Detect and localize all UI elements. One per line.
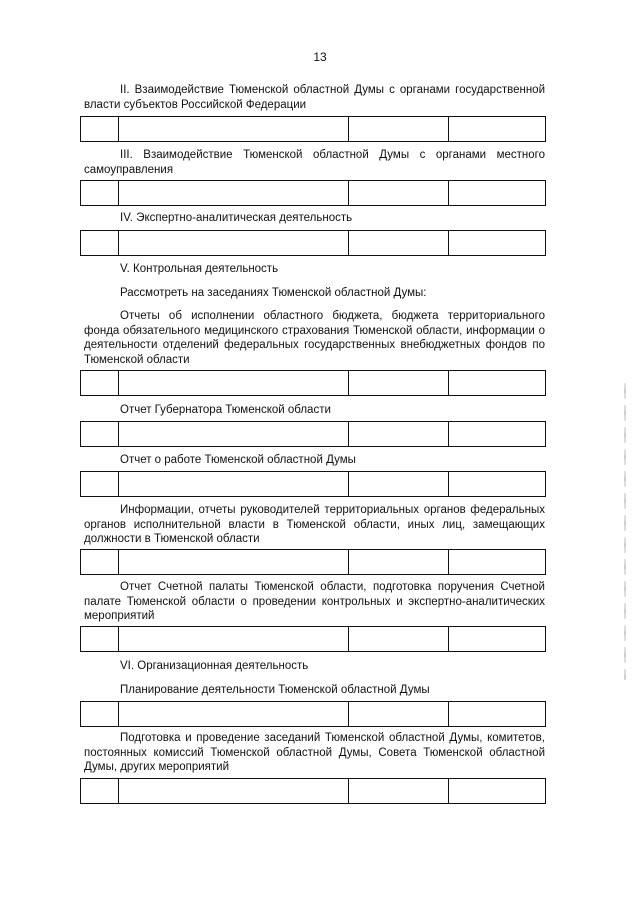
table-cell	[449, 702, 545, 726]
section-heading-vi: VI. Организационная деятельность	[120, 660, 309, 672]
section-heading-iv: IV. Экспертно-аналитическая деятельность	[120, 212, 353, 224]
table-cell	[119, 181, 349, 205]
item-duma-report: Отчет о работе Тюменской областной Думы	[120, 454, 356, 466]
empty-table-row	[80, 471, 546, 497]
table-cell	[81, 422, 119, 446]
section-heading-iii: III. Взаимодействие Тюменской областной Думы с органами местного самоуправления	[84, 149, 545, 176]
table-cell	[349, 472, 449, 496]
item-planning: Планирование деятельности Тюменской областной Думы	[120, 684, 430, 696]
empty-table-row	[80, 778, 546, 804]
table-cell	[449, 627, 545, 651]
empty-table-row	[80, 549, 546, 575]
section-heading-ii: II. Взаимодействие Тюменской областной Думы с органами государственной власти субъектов Российской Федерации	[84, 84, 545, 111]
intro-paragraph: Рассмотреть на заседаниях Тюменской областной Думы:	[120, 287, 427, 299]
table-cell	[119, 231, 349, 255]
empty-table-row	[80, 370, 546, 396]
table-cell	[449, 231, 545, 255]
table-cell	[119, 422, 349, 446]
empty-table-row	[80, 116, 546, 142]
table-cell	[119, 779, 349, 803]
item-meetings: Подготовка и проведение заседаний Тюменской областной Думы, комитетов, постоянных комиссий Тюменской областной Думы, Совета Тюменской областной Думы, других мероприятий	[84, 732, 545, 773]
empty-table-row	[80, 421, 546, 447]
table-cell	[349, 371, 449, 395]
table-cell	[349, 627, 449, 651]
table-cell	[81, 627, 119, 651]
table-cell	[449, 550, 545, 574]
table-cell	[449, 422, 545, 446]
scan-margin-marks	[624, 380, 626, 680]
table-cell	[349, 231, 449, 255]
table-cell	[449, 371, 545, 395]
table-cell	[119, 627, 349, 651]
table-cell	[81, 472, 119, 496]
table-cell	[81, 117, 119, 141]
empty-table-row	[80, 626, 546, 652]
table-cell	[449, 779, 545, 803]
table-cell	[449, 181, 545, 205]
table-cell	[449, 472, 545, 496]
table-cell	[449, 117, 545, 141]
table-cell	[349, 181, 449, 205]
table-cell	[119, 550, 349, 574]
item-federal-bodies-reports: Информации, отчеты руководителей территориальных органов федеральных органов исполнительной власти в Тюменской области, иных лиц, замещающих должности в Тюменской области	[84, 504, 545, 545]
empty-table-row	[80, 180, 546, 206]
table-cell	[81, 779, 119, 803]
table-cell	[349, 117, 449, 141]
item-governor-report: Отчет Губернатора Тюменской области	[120, 404, 331, 416]
empty-table-row	[80, 701, 546, 727]
table-cell	[349, 422, 449, 446]
table-cell	[81, 702, 119, 726]
table-cell	[81, 231, 119, 255]
section-heading-v: V. Контрольная деятельность	[120, 263, 279, 275]
table-cell	[349, 702, 449, 726]
table-cell	[81, 181, 119, 205]
table-cell	[119, 117, 349, 141]
item-accounts-chamber: Отчет Счетной палаты Тюменской области, подготовка поручения Счетной палате Тюменской области о проведении контрольных и экспертно-аналитических мероприятий	[84, 581, 545, 622]
page-number: 13	[313, 50, 327, 64]
table-cell	[81, 371, 119, 395]
table-cell	[119, 702, 349, 726]
empty-table-row	[80, 230, 546, 256]
item-budget-reports: Отчеты об исполнении областного бюджета, бюджета территориального фонда обязательного медицинского страхования Тюменской области, информации о деятельности отделений федеральных государственных внебюджетных фондов по Тюменской области	[84, 310, 545, 366]
table-cell	[349, 550, 449, 574]
table-cell	[81, 550, 119, 574]
table-cell	[119, 472, 349, 496]
table-cell	[119, 371, 349, 395]
table-cell	[349, 779, 449, 803]
